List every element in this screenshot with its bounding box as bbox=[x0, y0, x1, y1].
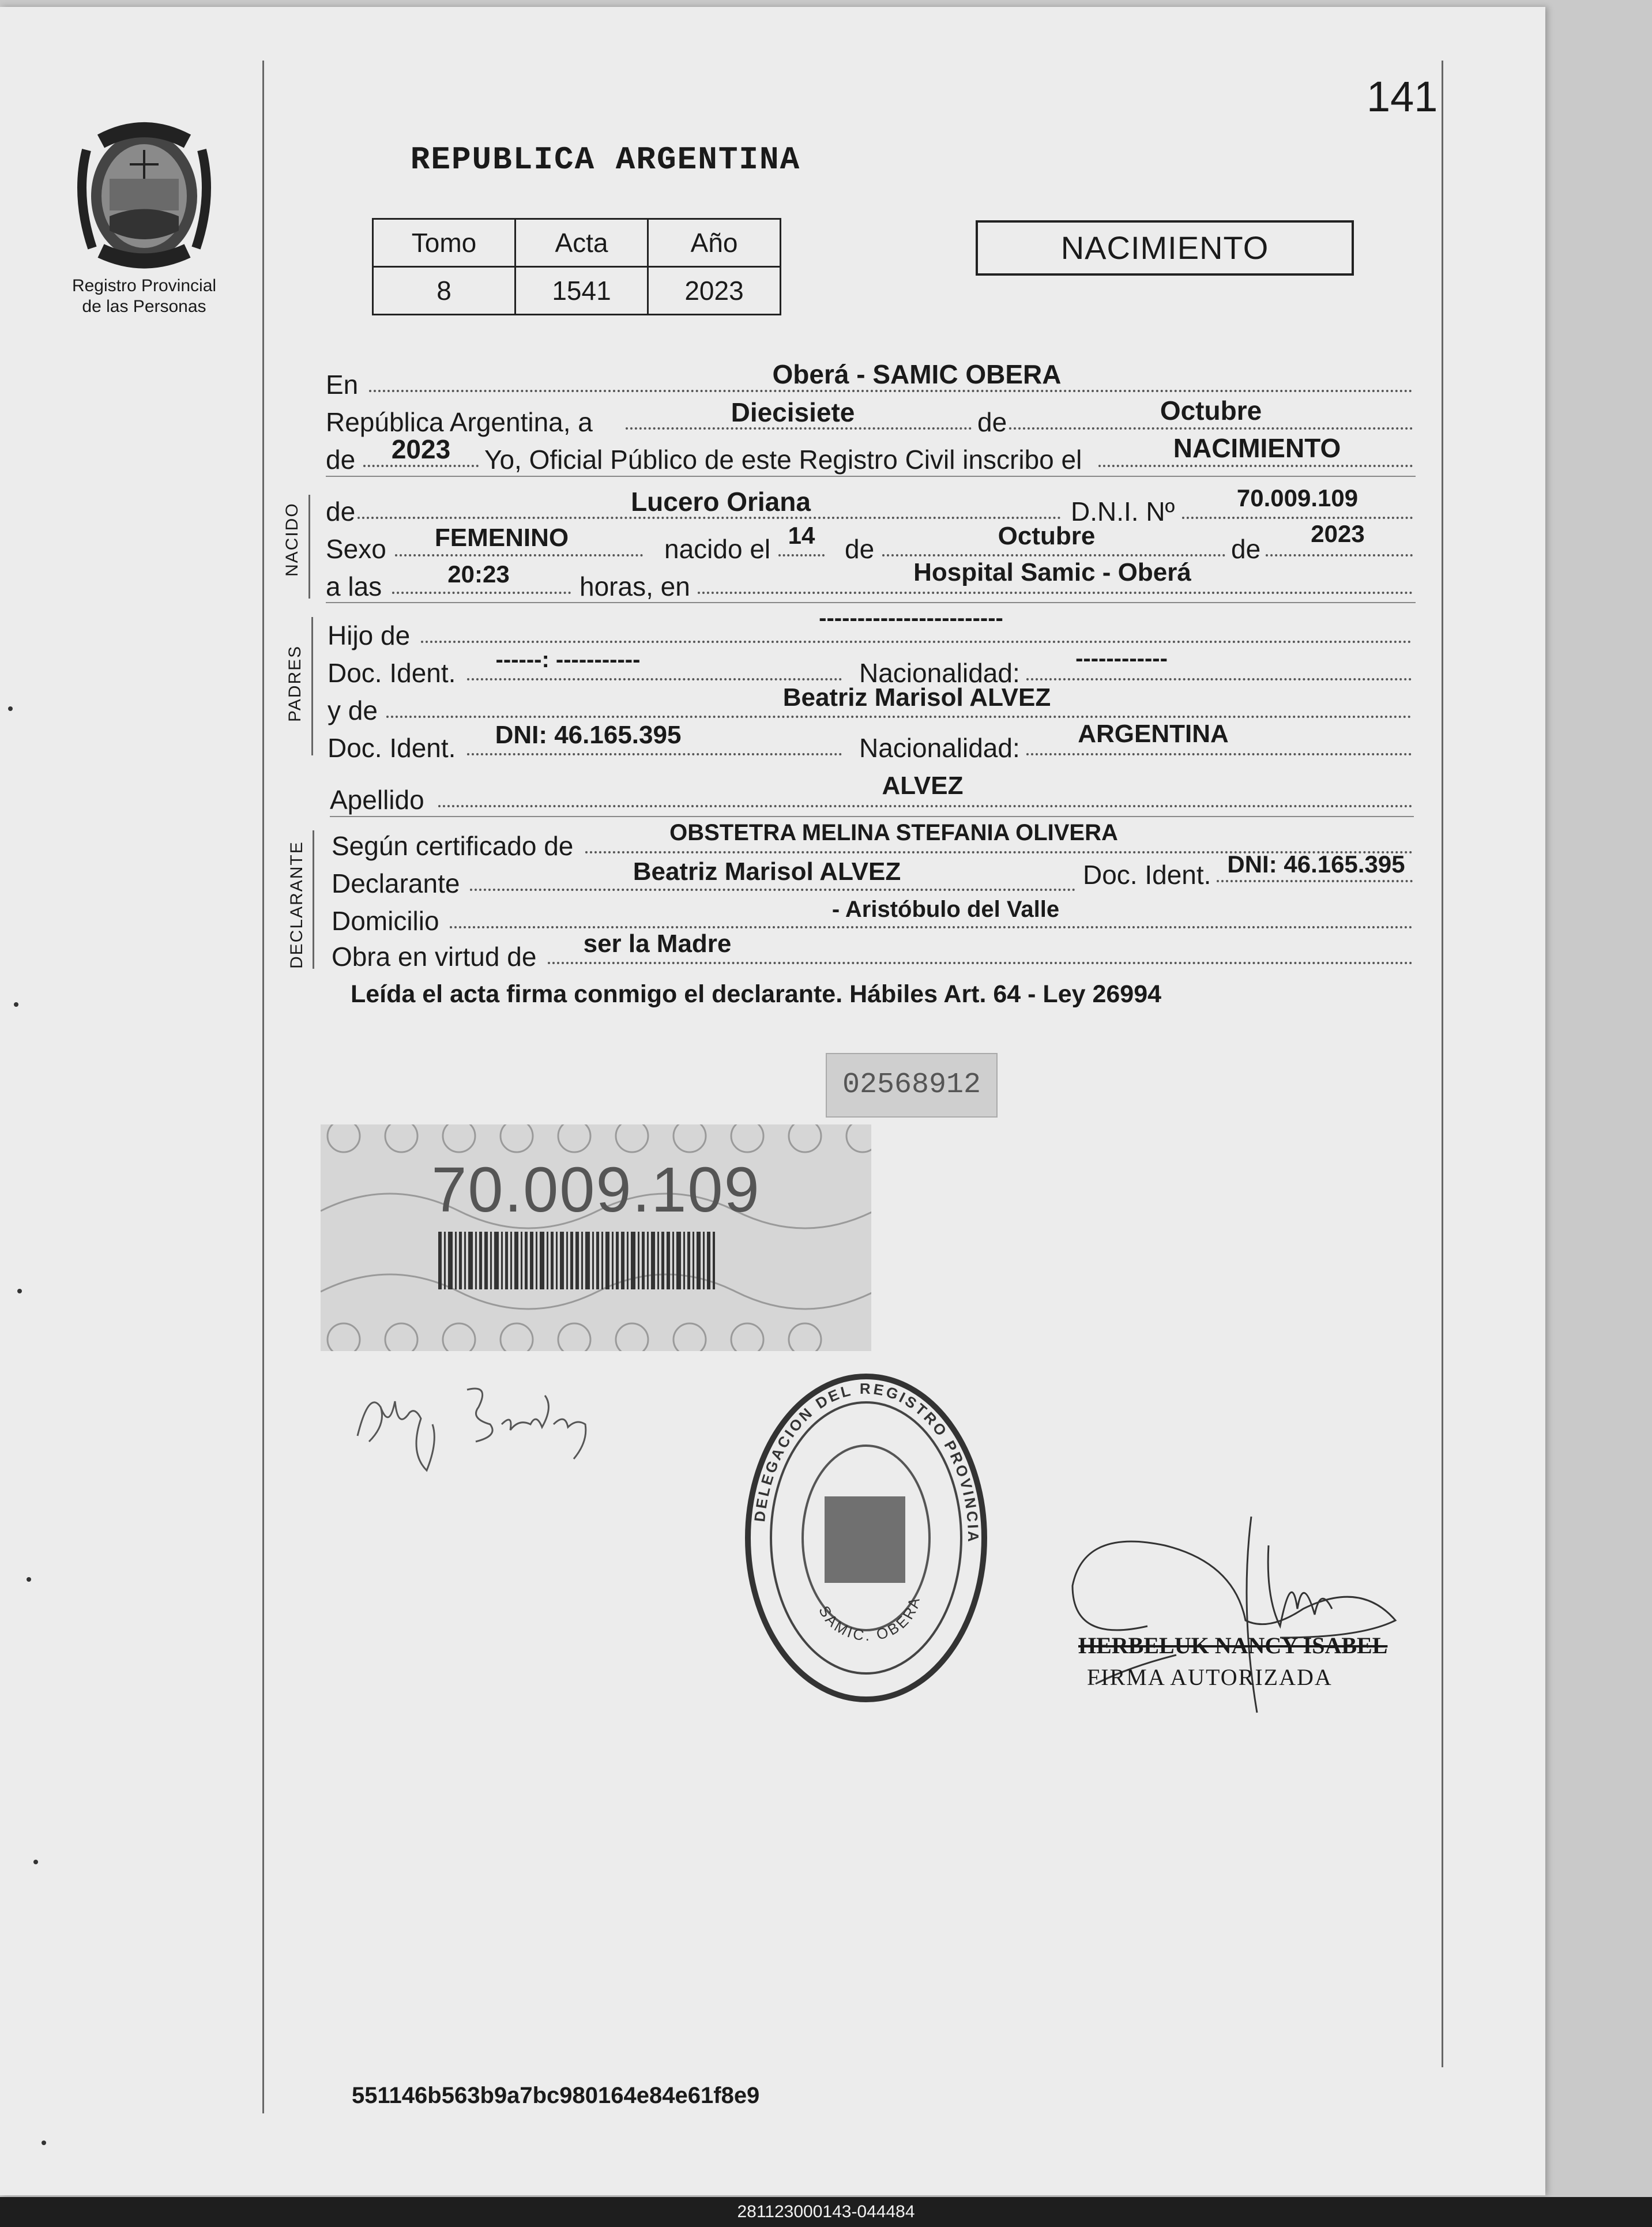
dotted-line bbox=[421, 641, 1412, 643]
seal-outer-text: DELEGACION DEL REGISTRO PROVINCIA bbox=[750, 1380, 983, 1544]
declarant-address: - Aristóbulo del Valle bbox=[831, 897, 1060, 922]
country-title: REPUBLICA ARGENTINA bbox=[410, 141, 801, 178]
dotted-line bbox=[450, 926, 1413, 928]
table-header-acta: Acta bbox=[515, 219, 648, 267]
footer-code: 281123000143-044484 bbox=[0, 2197, 1652, 2227]
dotted-line bbox=[470, 889, 1075, 891]
registry-label-line2: de las Personas bbox=[82, 297, 206, 316]
label-domicilio: Domicilio bbox=[332, 906, 439, 936]
svg-text:SAMIC. OBERA bbox=[815, 1594, 924, 1644]
dotted-line bbox=[548, 962, 1413, 964]
section-bracket bbox=[311, 617, 313, 755]
dotted-line bbox=[392, 592, 571, 594]
dotted-line bbox=[1009, 427, 1413, 430]
dotted-line bbox=[1217, 880, 1413, 882]
section-bracket bbox=[313, 830, 314, 969]
serial-stamp: 02568912 bbox=[826, 1053, 998, 1118]
label-de-1: de bbox=[845, 534, 875, 564]
declarant-name: Beatriz Marisol ALVEZ bbox=[633, 857, 901, 886]
misiones-crest-logo bbox=[69, 115, 219, 271]
left-margin-line bbox=[262, 61, 264, 2113]
act-day: Diecisiete bbox=[731, 397, 855, 427]
label-horas-en: horas, en bbox=[579, 571, 690, 601]
label-declarante-doc: Doc. Ident. bbox=[1083, 860, 1211, 890]
label-hijo-de: Hijo de bbox=[328, 620, 411, 650]
table-header-ano: Año bbox=[648, 219, 781, 267]
label-sexo: Sexo bbox=[326, 534, 386, 564]
mother-nationality: ARGENTINA bbox=[1078, 720, 1229, 748]
margin-dot bbox=[33, 1860, 38, 1864]
dotted-line bbox=[467, 678, 842, 680]
label-nacionalidad-father: Nacionalidad: bbox=[859, 658, 1020, 688]
child-birth-place: Hospital Samic - Oberá bbox=[913, 558, 1191, 586]
official-name: HERBELUK NANCY ISABEL bbox=[1078, 1632, 1388, 1658]
dotted-line bbox=[882, 554, 1225, 556]
record-table-value-row bbox=[373, 267, 781, 315]
section-divider bbox=[330, 816, 1414, 817]
dotted-line bbox=[363, 465, 479, 467]
record-table bbox=[372, 218, 781, 315]
label-doc-ident-father: Doc. Ident. bbox=[328, 658, 456, 688]
child-birth-day: 14 bbox=[788, 522, 815, 549]
barcode bbox=[438, 1232, 715, 1289]
act-place: Oberá - SAMIC OBERA bbox=[772, 359, 1062, 389]
label-republica: República Argentina, a bbox=[326, 407, 593, 437]
label-en: En bbox=[326, 370, 359, 400]
label-dni: D.N.I. Nº bbox=[1071, 496, 1175, 526]
dotted-line bbox=[1098, 465, 1413, 467]
table-value-tomo: 8 bbox=[373, 267, 515, 315]
label-de: de bbox=[977, 407, 1007, 437]
section-divider bbox=[326, 602, 1416, 603]
dotted-line bbox=[438, 805, 1413, 807]
official-seal bbox=[741, 1370, 992, 1707]
act-type-box: NACIMIENTO bbox=[976, 220, 1354, 276]
label-apellido: Apellido bbox=[330, 785, 424, 815]
page-number: 141 bbox=[1367, 73, 1438, 121]
label-obra-en-virtud: Obra en virtud de bbox=[332, 942, 537, 972]
label-y-de: y de bbox=[328, 695, 378, 725]
security-sticker bbox=[321, 1124, 871, 1351]
father-doc: ------: ----------- bbox=[495, 647, 641, 672]
label-yo: Yo, Oficial Público de este Registro Civil inscribo el bbox=[484, 445, 1082, 475]
child-birth-year: 2023 bbox=[1311, 520, 1365, 547]
section-label-declarante: DECLARANTE bbox=[287, 841, 306, 969]
mother-doc: DNI: 46.165.395 bbox=[495, 721, 682, 749]
margin-dot bbox=[42, 2141, 46, 2145]
dotted-line bbox=[386, 716, 1412, 718]
declarant-signature bbox=[346, 1372, 611, 1476]
dotted-line bbox=[1182, 517, 1413, 519]
mother-name: Beatriz Marisol ALVEZ bbox=[782, 683, 1051, 712]
section-label-padres: PADRES bbox=[285, 645, 304, 722]
label-doc-ident-mother: Doc. Ident. bbox=[328, 733, 456, 763]
dotted-line bbox=[467, 753, 842, 755]
child-name: Lucero Oriana bbox=[631, 487, 811, 517]
label-nacido-de: de bbox=[326, 496, 356, 526]
label-nacionalidad-mother: Nacionalidad: bbox=[859, 733, 1020, 763]
father-name: ------------------------ bbox=[819, 605, 1003, 631]
table-value-ano: 2023 bbox=[648, 267, 781, 315]
label-de-year: de bbox=[326, 445, 356, 475]
dotted-line bbox=[395, 554, 643, 556]
margin-dot bbox=[17, 1289, 22, 1293]
child-birth-time: 20:23 bbox=[447, 560, 510, 588]
margin-dot bbox=[27, 1577, 31, 1582]
dotted-line bbox=[698, 592, 1413, 594]
surname-value: ALVEZ bbox=[882, 772, 964, 800]
declarant-doc: DNI: 46.165.395 bbox=[1227, 851, 1405, 878]
act-month: Octubre bbox=[1160, 396, 1262, 426]
sticker-number: 70.009.109 bbox=[431, 1154, 761, 1225]
section-label-nacido: NACIDO bbox=[283, 502, 302, 577]
label-segun-certificado: Según certificado de bbox=[332, 831, 574, 861]
certificate-issuer: OBSTETRA MELINA STEFANIA OLIVERA bbox=[669, 820, 1118, 845]
label-de-2: de bbox=[1231, 534, 1261, 564]
table-header-tomo: Tomo bbox=[373, 219, 515, 267]
label-declarante: Declarante bbox=[332, 868, 460, 898]
child-dni: 70.009.109 bbox=[1236, 484, 1359, 511]
table-value-acta: 1541 bbox=[515, 267, 648, 315]
dotted-line bbox=[1266, 554, 1413, 556]
act-year: 2023 bbox=[391, 434, 451, 464]
registry-label-line1: Registro Provincial bbox=[72, 276, 217, 295]
section-bracket bbox=[308, 495, 310, 599]
dotted-line bbox=[369, 390, 1413, 392]
official-signature bbox=[1061, 1494, 1407, 1736]
record-table-header-row bbox=[373, 219, 781, 267]
closing-text: Leída el acta firma conmigo el declarante. Hábiles Art. 64 - Ley 26994 bbox=[351, 980, 1162, 1008]
declarant-capacity: ser la Madre bbox=[583, 930, 732, 958]
document-hash: 551146b563b9a7bc980164e84e61f8e9 bbox=[352, 2083, 760, 2108]
margin-dot bbox=[8, 706, 13, 711]
right-margin-line bbox=[1442, 61, 1443, 2067]
label-a-las: a las bbox=[326, 571, 382, 601]
seal-inner-text: SAMIC. OBERA bbox=[815, 1594, 924, 1645]
official-title: FIRMA AUTORIZADA bbox=[1087, 1664, 1333, 1690]
child-birth-month: Octubre bbox=[998, 522, 1096, 550]
father-nationality: ------------ bbox=[1075, 646, 1168, 671]
label-nacido-el: nacido el bbox=[664, 534, 771, 564]
certificate-sheet bbox=[0, 7, 1545, 2195]
margin-dot bbox=[14, 1002, 18, 1007]
act-inscribes: NACIMIENTO bbox=[1173, 433, 1341, 463]
child-sex: FEMENINO bbox=[434, 524, 569, 552]
section-divider bbox=[326, 476, 1416, 477]
dotted-line bbox=[778, 554, 825, 556]
dotted-line bbox=[1026, 678, 1412, 680]
dotted-line bbox=[1026, 753, 1412, 755]
registry-label bbox=[52, 276, 236, 317]
